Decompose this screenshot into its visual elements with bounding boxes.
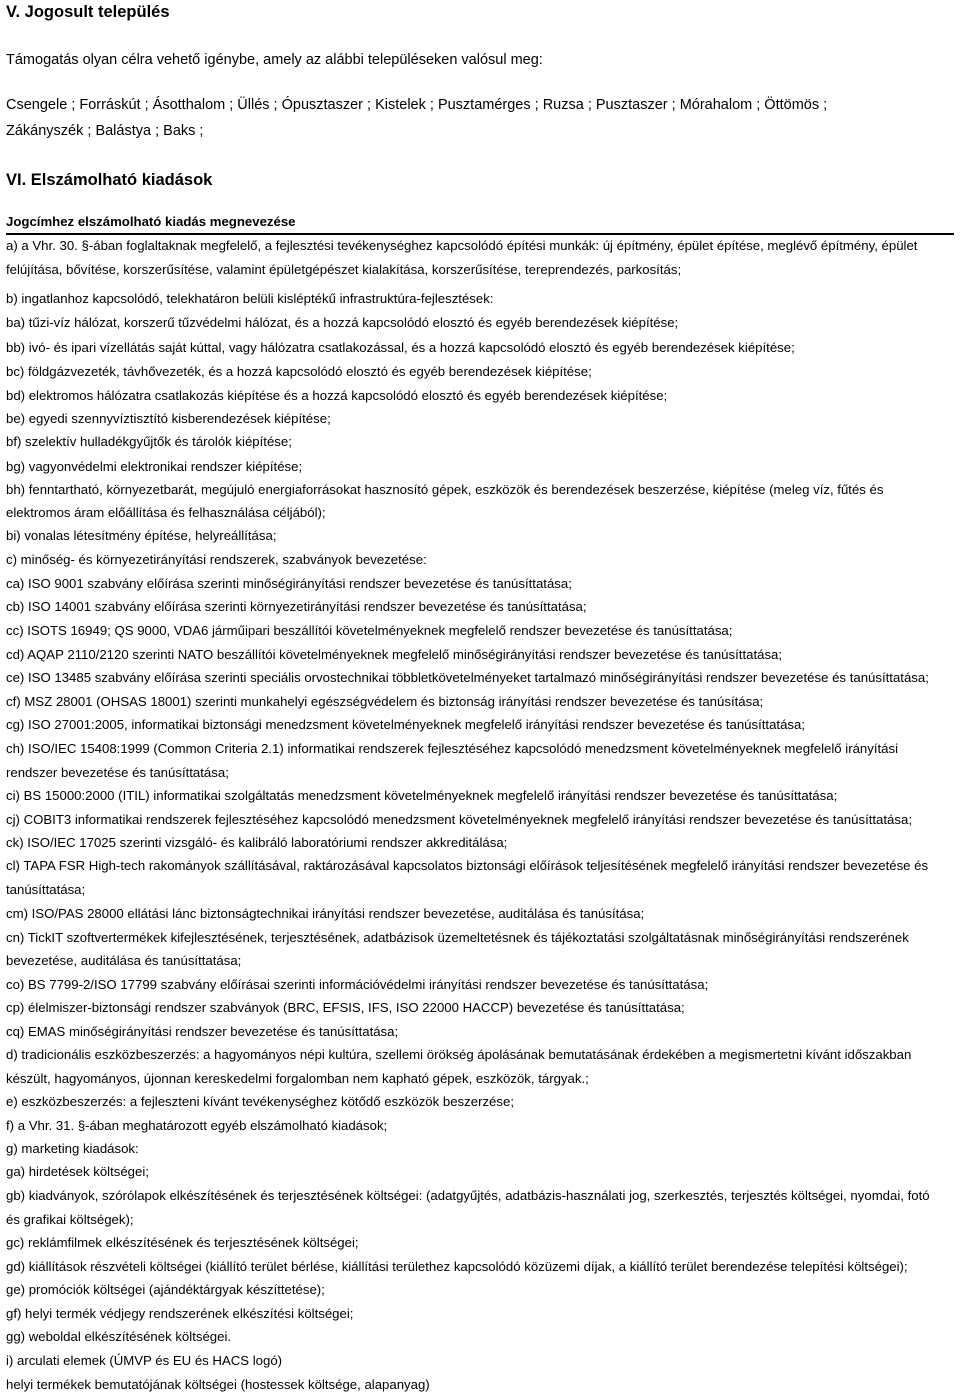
text-line: be) egyedi szennyvíztisztító kisberendezések kiépítése; — [6, 411, 331, 426]
text-line: felújítása, bővítése, korszerűsítése, valamint épületgépészet kialakítása, korszerűsítése, tereprendezés, parkosítás; — [6, 262, 682, 277]
text-line: gg) weboldal elkészítésének költségei. — [6, 1329, 232, 1344]
text-line: gb) kiadványok, szórólapok elkészítésének és terjesztésének költségei: (adatgyűjtés, adatbázis-használati jog, szerkesztés, terjesztés költségei, nyomdai, fotó — [6, 1188, 930, 1203]
text-line: ci) BS 15000:2000 (ITIL) informatikai szolgáltatás menedzsment követelményeknek megfelelő irányítási rendszer bevezetése és tanúsíttatása; — [6, 788, 838, 803]
text-line: ga) hirdetések költségei; — [6, 1164, 149, 1179]
text-line: rendszer bevezetése és tanúsíttatása; — [6, 765, 229, 780]
text-line: ca) ISO 9001 szabvány előírása szerinti minőségirányítási rendszer bevezetése és tanúsíttatása; — [6, 576, 572, 591]
text-line: gd) kiállítások részvételi költségei (kiállító terület bérlése, kiállítási területhez kapcsolódó közüzemi díjak, a kiállító terület berendezése telepítési költségei); — [6, 1259, 908, 1274]
text-line: c) minőség- és környezetirányítási rendszerek, szabványok bevezetése: — [6, 552, 427, 567]
text-line: cl) TAPA FSR High-tech rakományok szállításával, raktározásával kapcsolatos biztonsági előírások teljesítésének megfelelő irányítási rendszer bevezetése és — [6, 858, 929, 873]
text-line: cm) ISO/PAS 28000 ellátási lánc biztonságtechnikai irányítási rendszer bevezetése, auditálása és tanúsítása; — [6, 906, 645, 921]
text-line: bg) vagyonvédelmi elektronikai rendszer kiépítése; — [6, 459, 303, 474]
text-line: tanúsíttatása; — [6, 882, 86, 897]
text-line: bd) elektromos hálózatra csatlakozás kiépítése és a hozzá kapcsolódó elosztó és egyéb berendezések kiépítése; — [6, 388, 668, 403]
text-line: bh) fenntartható, környezetbarát, megújuló energiaforrásokat hasznosító gépek, eszközök és berendezések beszerzése, kiépítése (meleg víz, fűtés és — [6, 482, 884, 497]
text-line: co) BS 7799-2/ISO 17799 szabvány előírásai szerinti információvédelmi irányítási rendszer bevezetése és tanúsíttatása; — [6, 977, 709, 992]
text-line: ge) promóciók költségei (ajándéktárgyak készíttetése); — [6, 1282, 325, 1297]
text-line: bf) szelektív hulladékgyűjtők és tárolók kiépítése; — [6, 434, 292, 449]
text-line: cn) TickIT szoftvertermékek kifejlesztésének, terjesztésének, adatbázisok üzemeltetésnek és tájékoztatási szolgáltatásnak minőségirányítási rendszerének — [6, 930, 909, 945]
text-line: készült, hagyományos, újonnan kereskedelmi forgalomban nem kapható gépek, eszközök, tárgyak.; — [6, 1071, 589, 1086]
text-line: bi) vonalas létesítmény építése, helyreállítása; — [6, 528, 277, 543]
text-line: és grafikai költségek); — [6, 1212, 134, 1227]
text-line: elektromos áram előállítása és felhasználása céljából); — [6, 505, 326, 520]
text-line: g) marketing kiadások: — [6, 1141, 139, 1156]
text-line: bevezetése, auditálása és tanúsíttatása; — [6, 953, 242, 968]
text-line: ch) ISO/IEC 15408:1999 (Common Criteria 2.1) informatikai rendszerek fejlesztéséhez kapcsolódó menedzsment követelményeknek megfelelő irányítási — [6, 741, 899, 756]
text-line: bc) földgázvezeték, távhővezeték, és a hozzá kapcsolódó elosztó és egyéb berendezések kiépítése; — [6, 364, 592, 379]
text-line: i) arculati elemek (ÚMVP és EU és HACS logó) — [6, 1353, 283, 1368]
text-line: cj) COBIT3 informatikai rendszerek fejlesztéséhez kapcsolódó menedzsment követelményeknek megfelelő irányítási rendszer bevezetése és tanúsíttatása; — [6, 812, 912, 827]
text-line: cb) ISO 14001 szabvány előírása szerinti környezetirányítási rendszer bevezetése és tanúsíttatása; — [6, 599, 587, 614]
text-line: a) a Vhr. 30. §-ában foglaltaknak megfelelő, a fejlesztési tevékenységhez kapcsolódó építési munkák: új építmény, épület építése, meglévő építmény, épület — [6, 238, 918, 253]
text-line: gf) helyi termék védjegy rendszerének elkészítési költségei; — [6, 1306, 354, 1321]
text-line: e) eszközbeszerzés: a fejleszteni kívánt tevékenységhez kötődő eszközök beszerzése; — [6, 1094, 514, 1109]
text-line: b) ingatlanhoz kapcsolódó, telekhatáron belüli kisléptékű infrastruktúra-fejlesztések: — [6, 291, 494, 306]
text-line: ba) tűzi-víz hálózat, korszerű tűzvédelmi hálózat, és a hozzá kapcsolódó elosztó és egyéb berendezések kiépítése; — [6, 315, 679, 330]
section-divider — [6, 233, 954, 235]
text-line: helyi termékek bemutatójának költségei (hostessek költsége, alapanyag) — [6, 1377, 430, 1392]
town-list-line: Zákányszék ; Balástya ; Baks ; — [6, 123, 204, 139]
text-line: ck) ISO/IEC 17025 szerinti vizsgáló- és kalibráló laboratóriumi rendszer akkreditálása; — [6, 835, 508, 850]
text-line: f) a Vhr. 31. §-ában meghatározott egyéb elszámolható kiadások; — [6, 1118, 388, 1133]
intro-text: Támogatás olyan célra vehető igénybe, amely az alábbi településeken valósul meg: — [6, 52, 543, 68]
text-line: bb) ivó- és ipari vízellátás saját kúttal, vagy hálózatra csatlakozással, és a hozzá kapcsolódó elosztó és egyéb berendezések kiépítése; — [6, 340, 795, 355]
town-list-line: Csengele ; Forráskút ; Ásotthalom ; Üllés ; Ópusztaszer ; Kistelek ; Pusztamérges ; Ruzsa ; Pusztaszer ; Mórahalom ; Öttömös ; — [6, 97, 828, 113]
text-line: cq) EMAS minőségirányítási rendszer bevezetése és tanúsíttatása; — [6, 1024, 399, 1039]
text-line: gc) reklámfilmek elkészítésének és terjesztésének költségei; — [6, 1235, 359, 1250]
text-line: cd) AQAP 2110/2120 szerinti NATO beszállítói követelményeknek megfelelő minőségirányítási rendszer bevezetése és tanúsíttatása; — [6, 647, 783, 662]
text-line: cf) MSZ 28001 (OHSAS 18001) szerinti munkahelyi egészségvédelem és biztonság irányítási rendszer bevezetése és tanúsítása; — [6, 694, 764, 709]
subheading: Jogcímhez elszámolható kiadás megnevezése — [6, 214, 296, 229]
text-line: cc) ISOTS 16949; QS 9000, VDA6 járműipari beszállítói követelményeknek megfelelő rendszer bevezetése és tanúsíttatása; — [6, 623, 733, 638]
text-line: cg) ISO 27001:2005, informatikai biztonsági menedzsment követelményeknek megfelelő irányítási rendszer bevezetése és tanúsíttatása; — [6, 717, 806, 732]
section-heading: V. Jogosult település — [6, 3, 170, 21]
text-line: ce) ISO 13485 szabvány előírása szerinti speciális orvostechnikai többletkövetelményeket tartalmazó minőségirányítási rendszer bevezetése és tanúsíttatása; — [6, 670, 929, 685]
text-line: cp) élelmiszer-biztonsági rendszer szabványok (BRC, EFSIS, IFS, ISO 22000 HACCP) bevezetése és tanúsíttatása; — [6, 1000, 685, 1015]
section-heading: VI. Elszámolható kiadások — [6, 171, 213, 189]
text-line: d) tradicionális eszközbeszerzés: a hagyományos népi kultúra, szellemi örökség ápolásának bemutatásának érdekében a megismertetni kívánt időszakban — [6, 1047, 912, 1062]
